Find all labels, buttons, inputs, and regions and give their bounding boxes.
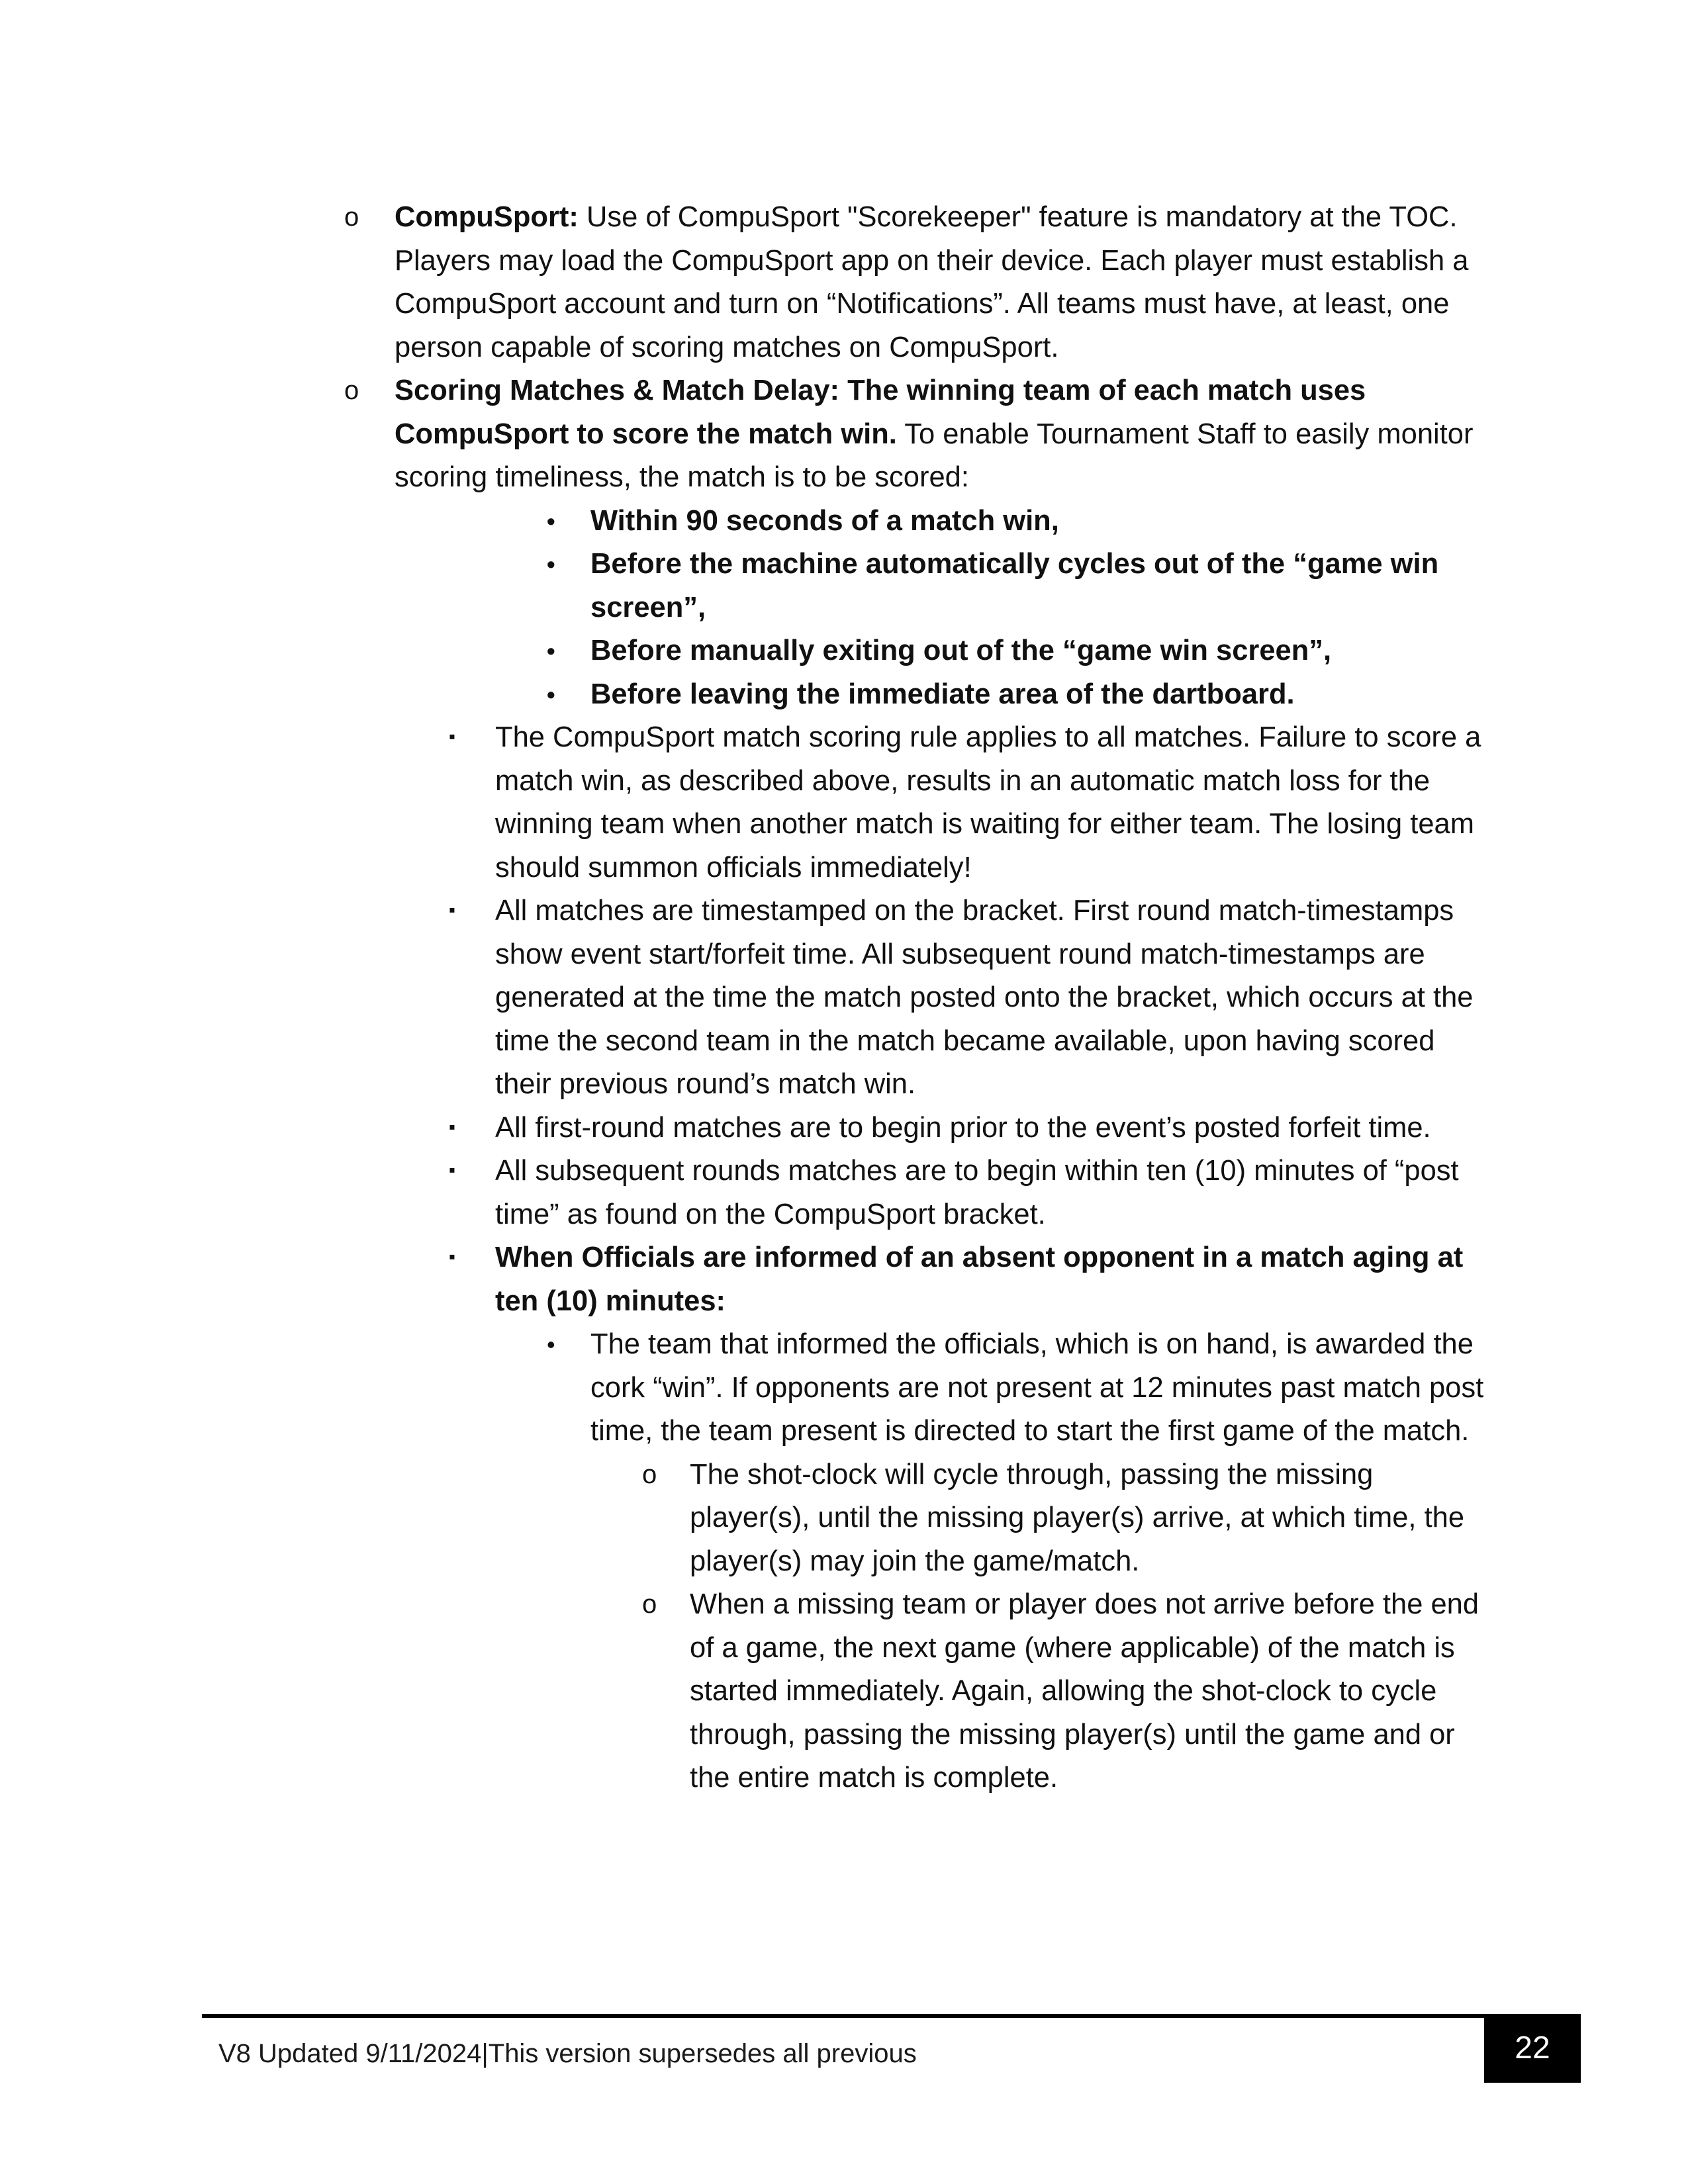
absent-sub-text: When a missing team or player does not arrive before the end of a game, the next game (where applicable) of the match is started immediately. Again, allowing the shot-clock to cycle through, passing the missing player(s) until the game and or the entire match is complete. [690,1588,1479,1794]
circle-bullet-icon: o [344,203,359,232]
square-bullet-icon: ▪ [449,1246,455,1267]
rule-text: All matches are timestamped on the bracket. First round match-timestamps show event start/forfeit time. All subsequent round match-timestamps are generated at the time the match posted onto the bracket, which occurs at the time the second team in the match became available, upon having scored their previous round’s match win. [495,895,1474,1100]
absent-opponent-title: When Officials are informed of an absent opponent in a match aging at ten (10) minutes: [495,1242,1464,1317]
rule-text: All subsequent rounds matches are to begin within ten (10) minutes of “post time” as found on the CompuSport bracket. [495,1155,1459,1230]
scoring-bullet [547,543,1496,629]
scoring-bullet-text: Before leaving the immediate area of the dartboard. [590,678,1295,710]
footer-divider [202,2014,1486,2018]
circle-bullet-icon: o [344,376,359,405]
absent-sub-item [642,1583,1496,1800]
square-bullet-icon: ▪ [449,1160,455,1180]
scoring-item [344,369,1496,500]
rule-item [449,1150,1496,1236]
footer-version: V8 Updated 9/11/2024|This version supersedes all previous [218,2039,917,2068]
rule-item [449,716,1496,889]
bullet-icon: • [547,1331,555,1358]
scoring-title: Scoring Matches & Match Delay: The winning team of each match uses CompuSport to score the match win. [395,375,1366,450]
scoring-bullet-text: Within 90 seconds of a match win, [590,504,1059,537]
absent-detail-item [547,1323,1496,1453]
absent-sub-text: The shot-clock will cycle through, passing the missing player(s), until the missing player(s) arrive, at which time, the player(s) may join the game/match. [690,1458,1465,1577]
circle-bullet-icon: o [642,1459,657,1489]
bullet-icon: • [547,637,555,664]
rule-item [449,1107,1496,1150]
compusport-title: CompuSport: [395,201,579,233]
bullet-icon: • [547,551,555,578]
rule-text: The CompuSport match scoring rule applies to all matches. Failure to score a match win, as described above, results in an automatic match loss for the winning team when another match is waiting for either team. The losing team should summon officials immediately! [495,721,1481,884]
rules-content [344,196,1496,1800]
page-number: 22 [1484,2014,1581,2083]
scoring-bullet [547,673,1496,717]
square-bullet-icon: ▪ [449,1116,455,1137]
square-bullet-icon: ▪ [449,726,455,747]
bullet-icon: • [547,680,555,708]
compusport-text: Use of CompuSport "Scorekeeper" feature is mandatory at the TOC. Players may load the CompuSport app on their device. Each player must establish a CompuSport account and turn on “Notifications”. All teams must have, at least, one person capable of scoring matches on CompuSport. [395,201,1469,363]
scoring-bullet-text: Before manually exiting out of the “game win screen”, [590,635,1332,666]
bullet-icon: • [547,507,555,535]
circle-bullet-icon: o [642,1590,657,1619]
rule-item [449,889,1496,1107]
scoring-bullet [547,500,1496,543]
scoring-bullet-text: Before the machine automatically cycles out of the “game win screen”, [590,548,1439,623]
scoring-bullet [547,629,1496,673]
scoring-text: To enable Tournament Staff to easily monitor scoring timeliness, the match is to be scored: [395,418,1474,493]
absent-sub-item [642,1453,1496,1584]
compusport-item [344,196,1496,369]
absent-opponent-rule [449,1236,1496,1323]
absent-detail-text: The team that informed the officials, which is on hand, is awarded the cork “win”. If opponents are not present at 12 minutes past match post time, the team present is directed to start the first game of the match. [590,1328,1484,1447]
square-bullet-icon: ▪ [449,899,455,920]
rule-text: All first-round matches are to begin prior to the event’s posted forfeit time. [495,1111,1431,1144]
